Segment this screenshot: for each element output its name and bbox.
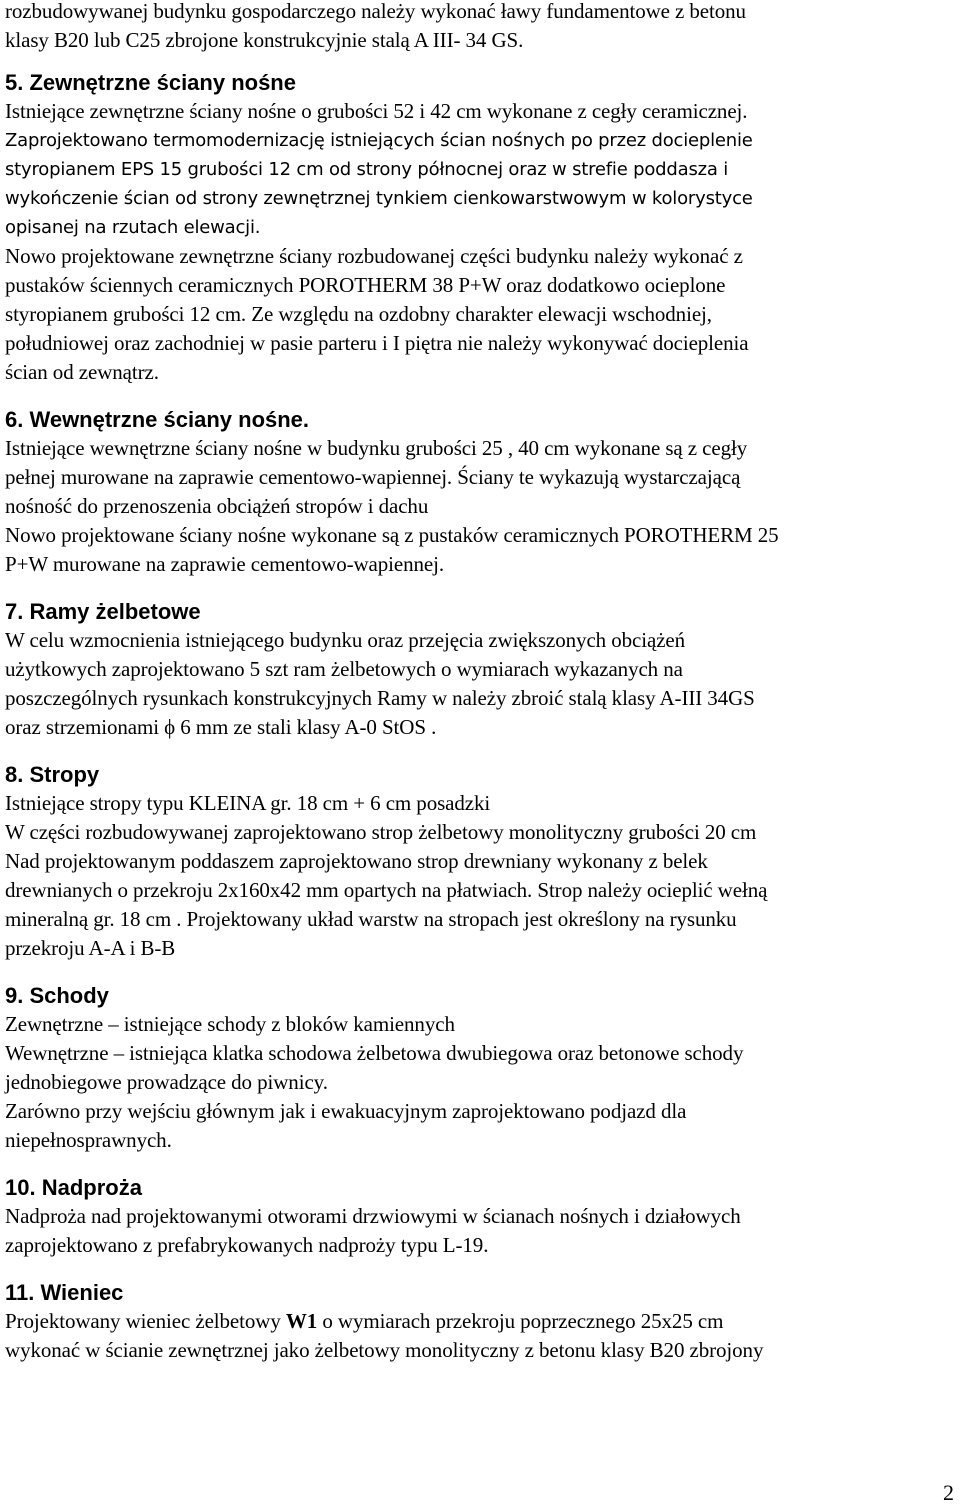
text-line: drewnianych o przekroju 2x160x42 mm opartych na płatwiach. Strop należy ocieplić wełną [5,878,768,902]
section-heading: 5. Zewnętrzne ściany nośne [5,70,296,95]
text-line [5,1307,955,1336]
text-line: wykonać w ścianie zewnętrznej jako żelbetowy monolityczny z betonu klasy B20 zbrojony [5,1338,764,1362]
document-page [5,0,955,1365]
text-line: nośność do przenoszenia obciążeń stropów i dachu [5,494,429,518]
text-line: Zarówno przy wejściu głównym jak i ewakuacyjnym zaprojektowano podjazd dla [5,1099,687,1123]
page-number: 2 [943,1480,954,1505]
section-heading: 10. Nadproża [5,1175,142,1200]
text-line: W celu wzmocnienia istniejącego budynku oraz przejęcia zwiększonych obciążeń [5,628,686,652]
text-line: P+W murowane na zaprawie cementowo-wapiennej. [5,552,445,576]
section-7 [5,597,955,742]
text-line: Istniejące zewnętrzne ściany nośne o grubości 52 i 42 cm wykonane z cegły ceramicznej. [5,99,748,123]
section-heading: 11. Wieniec [5,1280,124,1305]
text-line: opisanej na rzutach elewacji. [5,217,261,238]
section-9 [5,981,955,1155]
section-10 [5,1173,955,1260]
text-line: zaprojektowano z prefabrykowanych nadproży typu L-19. [5,1233,489,1257]
text-line: Istniejące wewnętrzne ściany nośne w budynku grubości 25 , 40 cm wykonane są z cegły [5,436,748,460]
text-line: Nadproża nad projektowanymi otworami drzwiowymi w ścianach nośnych i działowych [5,1204,741,1228]
text-span: o wymiarach przekroju poprzecznego 25x25 cm [317,1309,724,1333]
text-line: południowej oraz zachodniej w pasie parteru i I piętra nie należy wykonywać docieplenia [5,331,749,355]
text-line: pełnej murowane na zaprawie cementowo-wapiennej. Ściany te wykazują wystarczającą [5,465,741,489]
text-line: oraz strzemionami ϕ 6 mm ze stali klasy A-0 StOS . [5,715,437,739]
text-line: klasy B20 lub C25 zbrojone konstrukcyjnie stalą A III- 34 GS. [5,28,524,52]
section-heading: 6. Wewnętrzne ściany nośne. [5,407,310,432]
text-line: Zewnętrzne – istniejące schody z bloków kamiennych [5,1012,455,1036]
section-heading: 8. Stropy [5,762,100,787]
text-line: Istniejące stropy typu KLEINA gr. 18 cm + 6 cm posadzki [5,791,491,815]
text-line: użytkowych zaprojektowano 5 szt ram żelbetowych o wymiarach wykazanych na [5,657,683,681]
section-6 [5,405,955,579]
text-line: wykończenie ścian od strony zewnętrznej tynkiem cienkowarstwowym w kolorystyce [5,188,753,209]
text-line: styropianem EPS 15 grubości 12 cm od strony północnej oraz w strefie poddasza i [5,159,729,180]
text-line: jednobiegowe prowadzące do piwnicy. [5,1070,328,1094]
text-line: poszczególnych rysunkach konstrukcyjnych Ramy w należy zbroić stalą klasy A-III 34GS [5,686,755,710]
wieniec-code: W1 [285,1309,318,1333]
text-line: Nowo projektowane ściany nośne wykonane są z pustaków ceramicznych POROTHERM 25 [5,523,779,547]
section-5 [5,68,955,387]
text-line: Wewnętrzne – istniejąca klatka schodowa żelbetowa dwubiegowa oraz betonowe schody [5,1041,744,1065]
text-line: mineralną gr. 18 cm . Projektowany układ warstw na stropach jest określony na rysunku [5,907,737,931]
text-line: W części rozbudowywanej zaprojektowano strop żelbetowy monolityczny grubości 20 cm [5,820,757,844]
text-line: styropianem grubości 12 cm. Ze względu na ozdobny charakter elewacji wschodniej, [5,302,712,326]
intro-paragraph [5,0,955,55]
text-span: Projektowany wieniec żelbetowy [5,1309,286,1333]
section-11 [5,1278,955,1365]
section-heading: 9. Schody [5,983,109,1008]
text-line: niepełnosprawnych. [5,1128,172,1152]
text-line: Zaprojektowano termomodernizację istniejących ścian nośnych po przez docieplenie [5,130,753,151]
text-line: Nad projektowanym poddaszem zaprojektowano strop drewniany wykonany z belek [5,849,708,873]
text-line: przekroju A-A i B-B [5,936,176,960]
text-line: Nowo projektowane zewnętrzne ściany rozbudowanej części budynku należy wykonać z [5,244,743,268]
section-8 [5,760,955,963]
text-line: ścian od zewnątrz. [5,360,159,384]
text-line: rozbudowywanej budynku gospodarczego należy wykonać ławy fundamentowe z betonu [5,0,746,23]
text-line: pustaków ściennych ceramicznych POROTHERM 38 P+W oraz dodatkowo ocieplone [5,273,726,297]
section-heading: 7. Ramy żelbetowe [5,599,201,624]
